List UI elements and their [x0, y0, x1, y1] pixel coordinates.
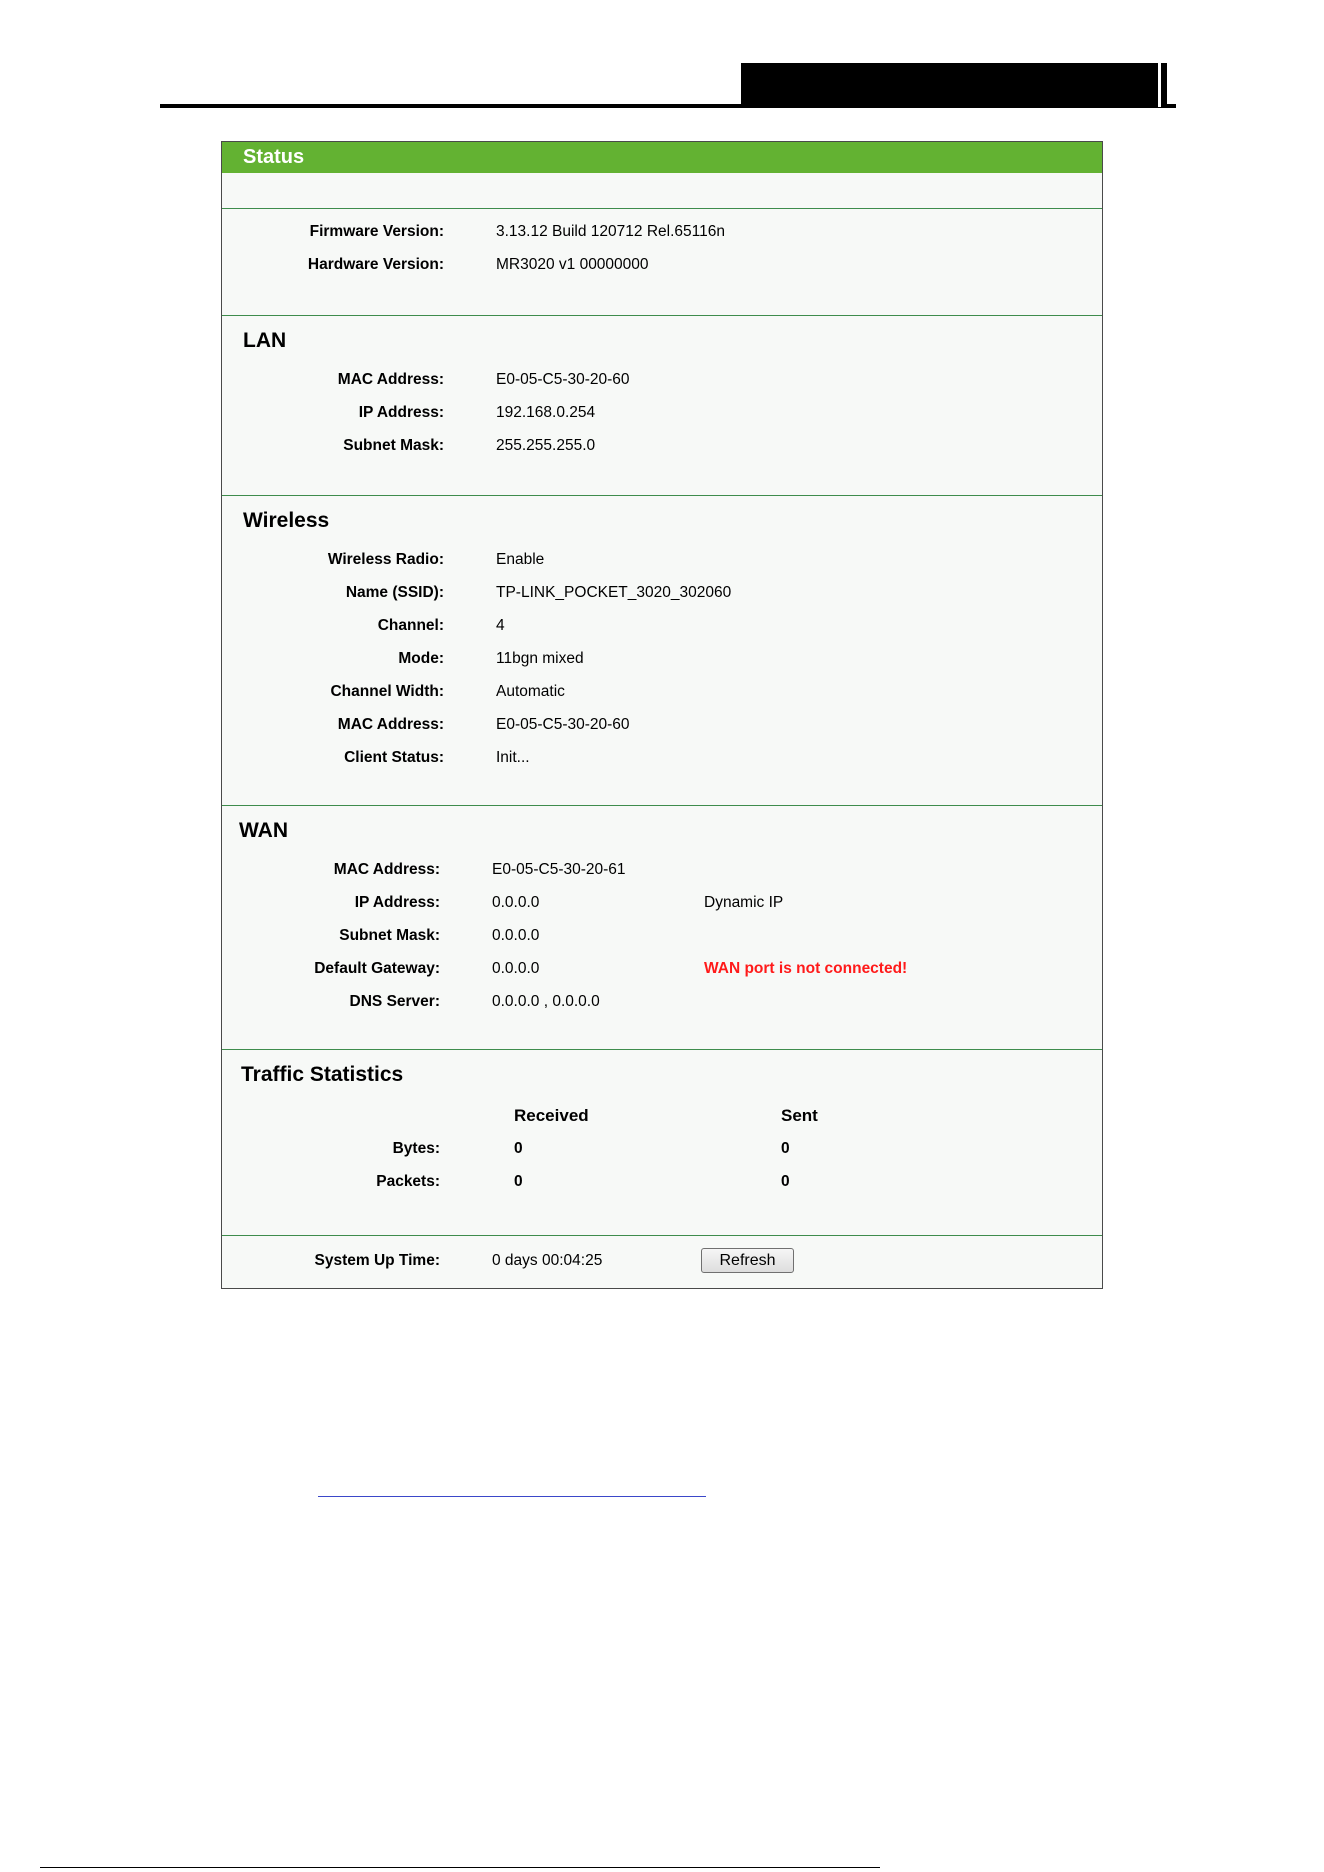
- section-divider: [222, 208, 1102, 209]
- wan-mac-value: E0-05-C5-30-20-61: [492, 861, 626, 878]
- traffic-packets-received: 0: [514, 1173, 523, 1190]
- status-panel: [221, 141, 1103, 1289]
- uptime-label: System Up Time:: [314, 1252, 440, 1269]
- hardware-version-label: Hardware Version:: [307, 256, 444, 273]
- wan-subnet-value: 0.0.0.0: [492, 927, 540, 944]
- wireless-radio-label: Wireless Radio:: [327, 551, 444, 568]
- wan-heading: WAN: [239, 819, 288, 842]
- section-divider: [222, 1049, 1102, 1050]
- wireless-channel-value: 4: [496, 617, 505, 634]
- wireless-mac-value: E0-05-C5-30-20-60: [496, 716, 630, 733]
- wan-ip-label: IP Address:: [354, 894, 440, 911]
- wireless-ssid-value: TP-LINK_POCKET_3020_302060: [496, 584, 732, 601]
- panel-title: Status: [222, 142, 1102, 173]
- page-footer-rule: [40, 1867, 880, 1868]
- traffic-bytes-label: Bytes:: [392, 1140, 440, 1157]
- wireless-mode-value: 11bgn mixed: [496, 650, 584, 667]
- wireless-client-status-value: Init...: [496, 749, 530, 766]
- wireless-channel-label: Channel:: [377, 617, 444, 634]
- wireless-radio-value: Enable: [496, 551, 545, 568]
- lan-mac-value: E0-05-C5-30-20-60: [496, 371, 630, 388]
- section-divider: [222, 315, 1102, 316]
- wireless-client-status-label: Client Status:: [344, 749, 444, 766]
- lan-ip-value: 192.168.0.254: [496, 404, 596, 421]
- wan-connection-type: Dynamic IP: [704, 894, 784, 911]
- page-header-box-divider: [1158, 63, 1161, 107]
- traffic-bytes-received: 0: [514, 1140, 523, 1157]
- traffic-heading: Traffic Statistics: [241, 1063, 404, 1086]
- wan-gateway-label: Default Gateway:: [314, 960, 440, 977]
- wan-subnet-label: Subnet Mask:: [339, 927, 440, 944]
- wan-warning-message: WAN port is not connected!: [704, 960, 908, 977]
- wan-mac-label: MAC Address:: [333, 861, 440, 878]
- lan-subnet-value: 255.255.255.0: [496, 437, 596, 454]
- traffic-received-header: Received: [514, 1106, 589, 1125]
- wireless-mode-label: Mode:: [398, 650, 444, 667]
- page-header-box: [741, 63, 1167, 107]
- traffic-packets-label: Packets:: [376, 1173, 440, 1190]
- lan-subnet-label: Subnet Mask:: [343, 437, 444, 454]
- firmware-version-label: Firmware Version:: [309, 223, 444, 240]
- section-divider: [222, 1235, 1102, 1236]
- wan-ip-value: 0.0.0.0: [492, 894, 540, 911]
- firmware-version-value: 3.13.12 Build 120712 Rel.65116n: [496, 223, 725, 240]
- wan-gateway-value: 0.0.0.0: [492, 960, 540, 977]
- traffic-sent-header: Sent: [781, 1106, 818, 1125]
- wireless-mac-label: MAC Address:: [337, 716, 444, 733]
- uptime-value: 0 days 00:04:25: [492, 1252, 603, 1269]
- wireless-channel-width-value: Automatic: [496, 683, 565, 700]
- wireless-heading: Wireless: [243, 509, 330, 532]
- wireless-ssid-label: Name (SSID):: [345, 584, 444, 601]
- hardware-version-value: MR3020 v1 00000000: [496, 256, 649, 273]
- lan-heading: LAN: [243, 329, 287, 352]
- wireless-channel-width-label: Channel Width:: [330, 683, 444, 700]
- traffic-bytes-sent: 0: [781, 1140, 790, 1157]
- hyperlink-underline[interactable]: [318, 1496, 706, 1497]
- refresh-button[interactable]: Refresh: [701, 1248, 794, 1273]
- traffic-packets-sent: 0: [781, 1173, 790, 1190]
- lan-ip-label: IP Address:: [358, 404, 444, 421]
- wan-dns-value: 0.0.0.0 , 0.0.0.0: [492, 993, 600, 1010]
- section-divider: [222, 805, 1102, 806]
- section-divider: [222, 495, 1102, 496]
- wan-dns-label: DNS Server:: [349, 993, 440, 1010]
- lan-mac-label: MAC Address:: [337, 371, 444, 388]
